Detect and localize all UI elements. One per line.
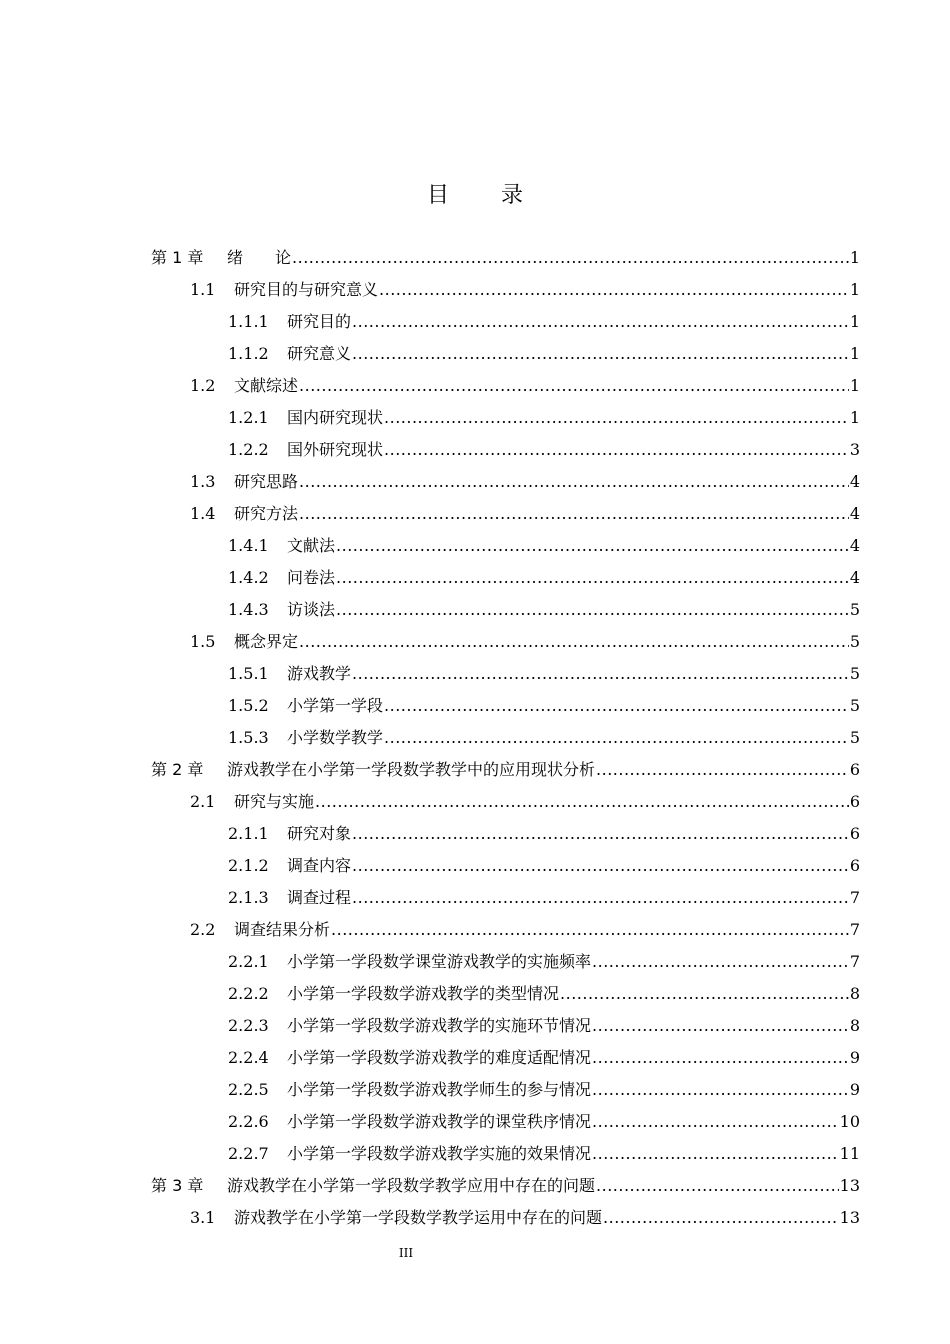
toc-entry-title: 小学数学教学: [287, 728, 384, 747]
toc-dot-leader: [384, 434, 849, 466]
toc-entry-page: 5: [849, 632, 860, 651]
toc-entry-title: 研究方法: [234, 504, 299, 523]
toc-entry-number: 2.2.1: [228, 952, 269, 971]
toc-dot-leader: [352, 850, 849, 882]
toc-entry-number: 1.2.2: [228, 440, 269, 459]
toc-dot-leader: [592, 1138, 839, 1170]
toc-entry-number: 2.2.6: [228, 1112, 269, 1131]
toc-dot-leader: [592, 1106, 839, 1138]
toc-entry-page: 4: [849, 472, 860, 491]
toc-entry[interactable]: [228, 978, 860, 1010]
toc-entry[interactable]: [151, 242, 860, 274]
toc-entry-page: 8: [849, 984, 860, 1003]
toc-dot-leader: [596, 1170, 839, 1202]
toc-entry-number: 1.5: [190, 632, 216, 651]
toc-entry-number: 2.1.2: [228, 856, 269, 875]
toc-entry-title: 小学第一学段数学游戏教学的实施环节情况: [287, 1016, 592, 1035]
toc-dot-leader: [299, 626, 849, 658]
toc-dot-leader: [379, 274, 849, 306]
toc-entry[interactable]: [228, 306, 860, 338]
toc-entry[interactable]: [151, 1170, 860, 1202]
toc-entry-page: 4: [849, 568, 860, 587]
toc-entry[interactable]: [190, 274, 860, 306]
toc-dot-leader: [592, 1042, 849, 1074]
toc-entry-title: 小学第一学段数学游戏教学的难度适配情况: [287, 1048, 592, 1067]
toc-entry-title: 小学第一学段数学游戏教学的课堂秩序情况: [287, 1112, 592, 1131]
toc-heading-part2: 录: [501, 183, 524, 208]
toc-entry-page: 13: [839, 1208, 860, 1227]
toc-entry-title: 小学第一学段数学游戏教学师生的参与情况: [287, 1080, 592, 1099]
toc-entry-number: 2.2: [190, 920, 216, 939]
toc-heading: [0, 178, 950, 209]
toc-dot-leader: [331, 914, 849, 946]
toc-entry-page: 3: [849, 440, 860, 459]
toc-entry-number: 第 2 章: [151, 760, 204, 779]
toc-entry[interactable]: [228, 722, 860, 754]
toc-entry[interactable]: [228, 1042, 860, 1074]
toc-entry-page: 13: [839, 1176, 860, 1195]
toc-entry-number: 3.1: [190, 1208, 216, 1227]
toc-entry-page: 1: [849, 248, 860, 267]
toc-entry[interactable]: [151, 754, 860, 786]
toc-entry-number: 1.5.2: [228, 696, 269, 715]
toc-entry[interactable]: [228, 1074, 860, 1106]
toc-entry-title: 游戏教学在小学第一学段数学教学运用中存在的问题: [234, 1208, 603, 1227]
toc-dot-leader: [299, 370, 849, 402]
toc-entry-page: 9: [849, 1048, 860, 1067]
toc-dot-leader: [336, 594, 849, 626]
toc-dot-leader: [299, 498, 849, 530]
toc-entry-number: 2.2.4: [228, 1048, 269, 1067]
toc-dot-leader: [592, 946, 849, 978]
toc-entry[interactable]: [228, 882, 860, 914]
toc-entry-page: 8: [849, 1016, 860, 1035]
toc-entry-page: 7: [849, 888, 860, 907]
toc-entry[interactable]: [228, 818, 860, 850]
toc-entry-title: 访谈法: [287, 600, 336, 619]
toc-entry-page: 5: [849, 696, 860, 715]
toc-dot-leader: [592, 1074, 849, 1106]
toc-entry-page: 4: [849, 504, 860, 523]
toc-entry-page: 1: [849, 408, 860, 427]
toc-entry-page: 1: [849, 376, 860, 395]
toc-entry-page: 11: [839, 1144, 860, 1163]
toc-entry-title: 研究意义: [287, 344, 352, 363]
toc-entry-page: 6: [849, 760, 860, 779]
toc-entry-number: 2.2.7: [228, 1144, 269, 1163]
toc-entry-page: 7: [849, 920, 860, 939]
toc-entry[interactable]: [228, 562, 860, 594]
toc-entry-page: 9: [849, 1080, 860, 1099]
toc-entry[interactable]: [228, 1010, 860, 1042]
toc-entry-number: 1.4: [190, 504, 216, 523]
toc-entry-page: 6: [849, 824, 860, 843]
toc-entry[interactable]: [190, 914, 860, 946]
toc-entry-title: 游戏教学: [287, 664, 352, 683]
toc-entry-title: 研究思路: [234, 472, 299, 491]
toc-entry-number: 1.2.1: [228, 408, 269, 427]
toc-entry-page: 6: [849, 792, 860, 811]
toc-entry-title: 国内研究现状: [287, 408, 384, 427]
toc-entry[interactable]: [228, 402, 860, 434]
toc-entry-title: 文献综述: [234, 376, 299, 395]
toc-dot-leader: [384, 722, 849, 754]
toc-entry-number: 1.4.1: [228, 536, 269, 555]
toc-entry-page: 1: [849, 344, 860, 363]
toc-entry-title: 问卷法: [287, 568, 336, 587]
toc-entry-page: 4: [849, 536, 860, 555]
toc-entry-title: 文献法: [287, 536, 336, 555]
toc-dot-leader: [352, 658, 849, 690]
toc-entry[interactable]: [228, 530, 860, 562]
toc-entry[interactable]: [228, 434, 860, 466]
toc-entry-number: 1.5.3: [228, 728, 269, 747]
toc-entry-number: 1.1.2: [228, 344, 269, 363]
toc-dot-leader: [336, 562, 849, 594]
toc-entry-number: 1.5.1: [228, 664, 269, 683]
toc-entry-number: 1.4.2: [228, 568, 269, 587]
page-footer-number: III: [398, 1246, 414, 1260]
toc-entry-number: 2.2.3: [228, 1016, 269, 1035]
toc-entry-page: 1: [849, 312, 860, 331]
toc-dot-leader: [596, 754, 849, 786]
toc-entry-number: 第 1 章: [151, 248, 204, 267]
toc-entry-title: 调查内容: [287, 856, 352, 875]
toc-entry-number: 1.2: [190, 376, 216, 395]
toc-entry[interactable]: [228, 338, 860, 370]
toc-entry-page: 5: [849, 728, 860, 747]
toc-entry[interactable]: [190, 626, 860, 658]
toc-entry-number: 1.1: [190, 280, 216, 299]
toc-entry-title: 游戏教学在小学第一学段数学教学应用中存在的问题: [227, 1176, 596, 1195]
toc-entry-title: 小学第一学段数学课堂游戏教学的实施频率: [287, 952, 592, 971]
toc-entry-title: 研究对象: [287, 824, 352, 843]
toc-entry-title: 游戏教学在小学第一学段数学教学中的应用现状分析: [227, 760, 596, 779]
toc-entry[interactable]: [190, 1202, 860, 1234]
toc-entry-number: 2.1: [190, 792, 216, 811]
toc-dot-leader: [299, 466, 849, 498]
toc-entry-number: 第 3 章: [151, 1176, 204, 1195]
toc-dot-leader: [336, 530, 849, 562]
toc-entry-page: 10: [839, 1112, 860, 1131]
toc-entry[interactable]: [228, 690, 860, 722]
toc-entry-page: 1: [849, 280, 860, 299]
toc-entry-title: 小学第一学段数学游戏教学的类型情况: [287, 984, 560, 1003]
toc-entry-title: 研究目的与研究意义: [234, 280, 379, 299]
toc-entry-number: 1.4.3: [228, 600, 269, 619]
toc-entry-page: 5: [849, 664, 860, 683]
toc-entry-page: 7: [849, 952, 860, 971]
toc-entry[interactable]: [190, 466, 860, 498]
toc-dot-leader: [352, 882, 849, 914]
toc-entry-title: 小学第一学段数学游戏教学实施的效果情况: [287, 1144, 592, 1163]
toc-entry-number: 1.3: [190, 472, 216, 491]
toc-entry-number: 2.1.3: [228, 888, 269, 907]
toc-entry-page: 5: [849, 600, 860, 619]
toc-dot-leader: [315, 786, 849, 818]
toc-entry[interactable]: [228, 946, 860, 978]
toc-entry-number: 2.2.5: [228, 1080, 269, 1099]
toc-entry[interactable]: [228, 1106, 860, 1138]
toc-entry-title: 调查结果分析: [234, 920, 331, 939]
toc-entry[interactable]: [190, 786, 860, 818]
toc-entry-number: 2.1.1: [228, 824, 269, 843]
toc-entry-page: 6: [849, 856, 860, 875]
toc-entry[interactable]: [228, 850, 860, 882]
toc-entry[interactable]: [190, 498, 860, 530]
toc-dot-leader: [384, 402, 849, 434]
toc-entry-title: 绪 论: [227, 248, 292, 267]
toc-entry[interactable]: [190, 370, 860, 402]
toc-dot-leader: [352, 306, 849, 338]
toc-dot-leader: [560, 978, 849, 1010]
toc-entry-title: 研究目的: [287, 312, 352, 331]
toc-dot-leader: [592, 1010, 849, 1042]
toc-entry-number: 2.2.2: [228, 984, 269, 1003]
toc-dot-leader: [352, 818, 849, 850]
toc-entry[interactable]: [228, 594, 860, 626]
toc-entry-title: 小学第一学段: [287, 696, 384, 715]
toc-dot-leader: [352, 338, 849, 370]
toc-entry-number: 1.1.1: [228, 312, 269, 331]
toc-entry-title: 研究与实施: [234, 792, 315, 811]
toc-entry-title: 概念界定: [234, 632, 299, 651]
toc-entry-title: 国外研究现状: [287, 440, 384, 459]
toc-entry[interactable]: [228, 1138, 860, 1170]
toc-entry-title: 调查过程: [287, 888, 352, 907]
toc-heading-part1: 目: [426, 183, 449, 208]
toc-dot-leader: [384, 690, 849, 722]
toc-entry[interactable]: [228, 658, 860, 690]
toc-dot-leader: [603, 1202, 839, 1234]
toc-dot-leader: [292, 242, 849, 274]
